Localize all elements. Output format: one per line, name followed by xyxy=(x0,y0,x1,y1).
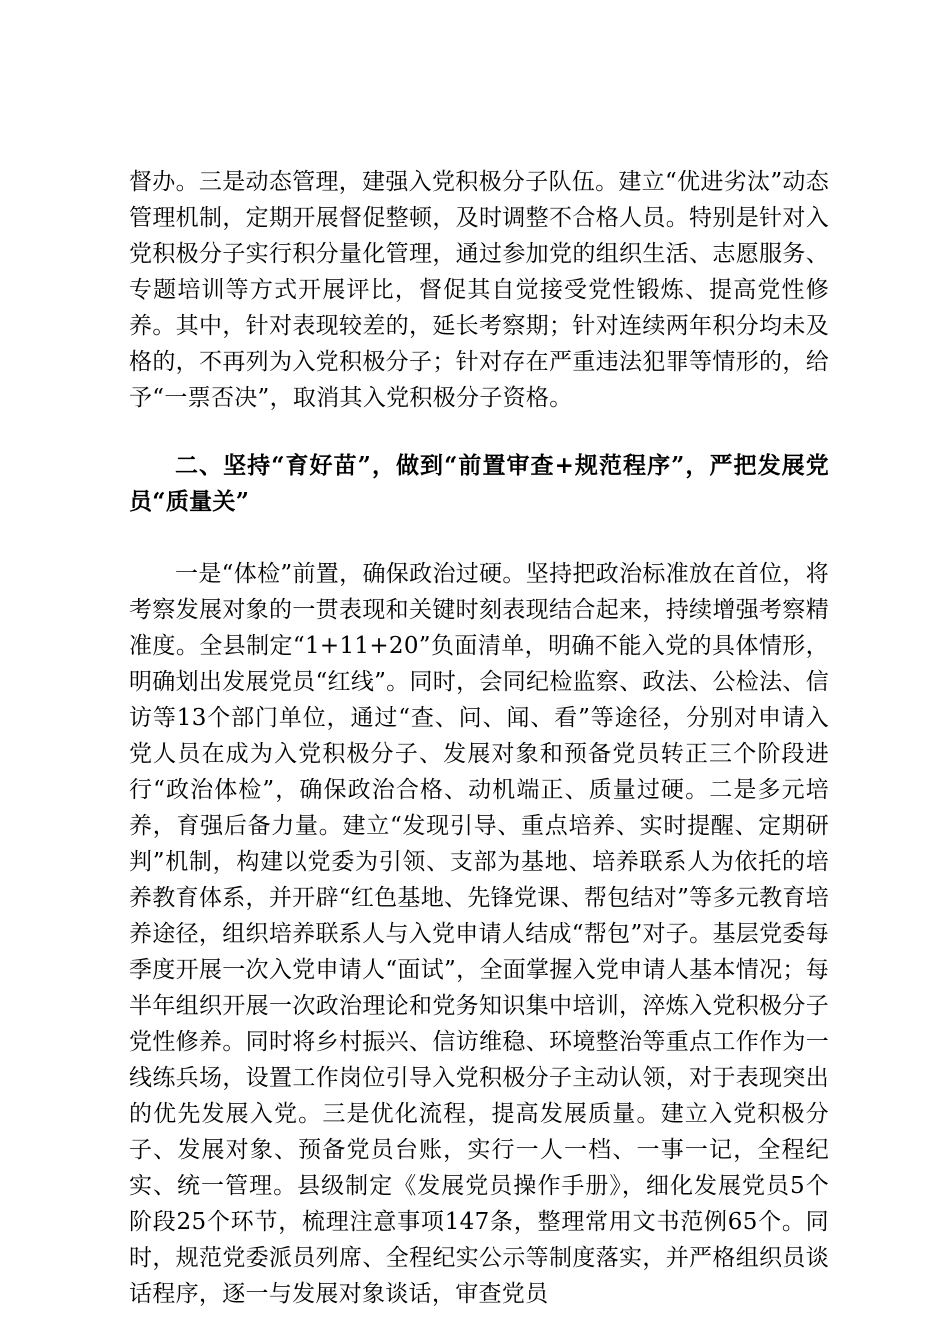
section-heading: 二、坚持“育好苗”，做到“前置审查+规范程序”，严把发展党员“质量关” xyxy=(129,452,829,515)
body-paragraph: 督办。三是动态管理，建强入党积极分子队伍。建立“优进劣汰”动态管理机制，定期开展督促整顿，及时调整不合格人员。特别是针对入党积极分子实行积分量化管理，通过参加党的组织生活、志愿服务、专题培训等方式开展评比，督促其自觉接受党性锻炼、提高党性修养。其中，针对表现较差的，延长考察期；针对连续两年积分均未及格的，不再列为入党积极分子；针对存在严重违法犯罪等情形的，给予“一票否决”，取消其入党积极分子资格。 xyxy=(129,169,829,411)
document-body xyxy=(129,164,829,1312)
body-paragraph: 一是“体检”前置，确保政治过硬。坚持把政治标准放在首位，将考察发展对象的一贯表现和关键时刻表现结合起来，持续增强考察精准度。全县制定“1+11+20”负面清单，明确不能入党的具体情形，明确划出发展党员“红线”。同时，会同纪检监察、政法、公检法、信访等13个部门单位，通过“查、问、闻、看”等途径，分别对申请入党人员在成为入党积极分子、发展对象和预备党员转正三个阶段进行“政治体检”，确保政治合格、动机端正、质量过硬。二是多元培养，育强后备力量。建立“发现引导、重点培养、实时提醒、定期研判”机制，构建以党委为引领、支部为基地、培养联系人为依托的培养教育体系，并开辟“红色基地、先锋党课、帮包结对”等多元教育培养途径，组织培养联系人与入党申请人结成“帮包”对子。基层党委每季度开展一次入党申请人“面试”，全面掌握入党申请人基本情况；每半年组织开展一次政治理论和党务知识集中培训，淬炼入党积极分子党性修养。同时将乡村振兴、信访维稳、环境整治等重点工作作为一线练兵场，设置工作岗位引导入党积极分子主动认领，对于表现突出的优先发展入党。三是优化流程，提高发展质量。建立入党积极分子、发展对象、预备党员台账，实行一人一档、一事一记，全程纪实、统一管理。县级制定《发展党员操作手册》，细化发展党员5个阶段25个环节，梳理注意事项147条，整理常用文书范例65个。同时，规范党委派员列席、全程纪实公示等制度落实，并严格组织员谈话程序，逐一与发展对象谈话，审查党员 xyxy=(129,561,829,1307)
